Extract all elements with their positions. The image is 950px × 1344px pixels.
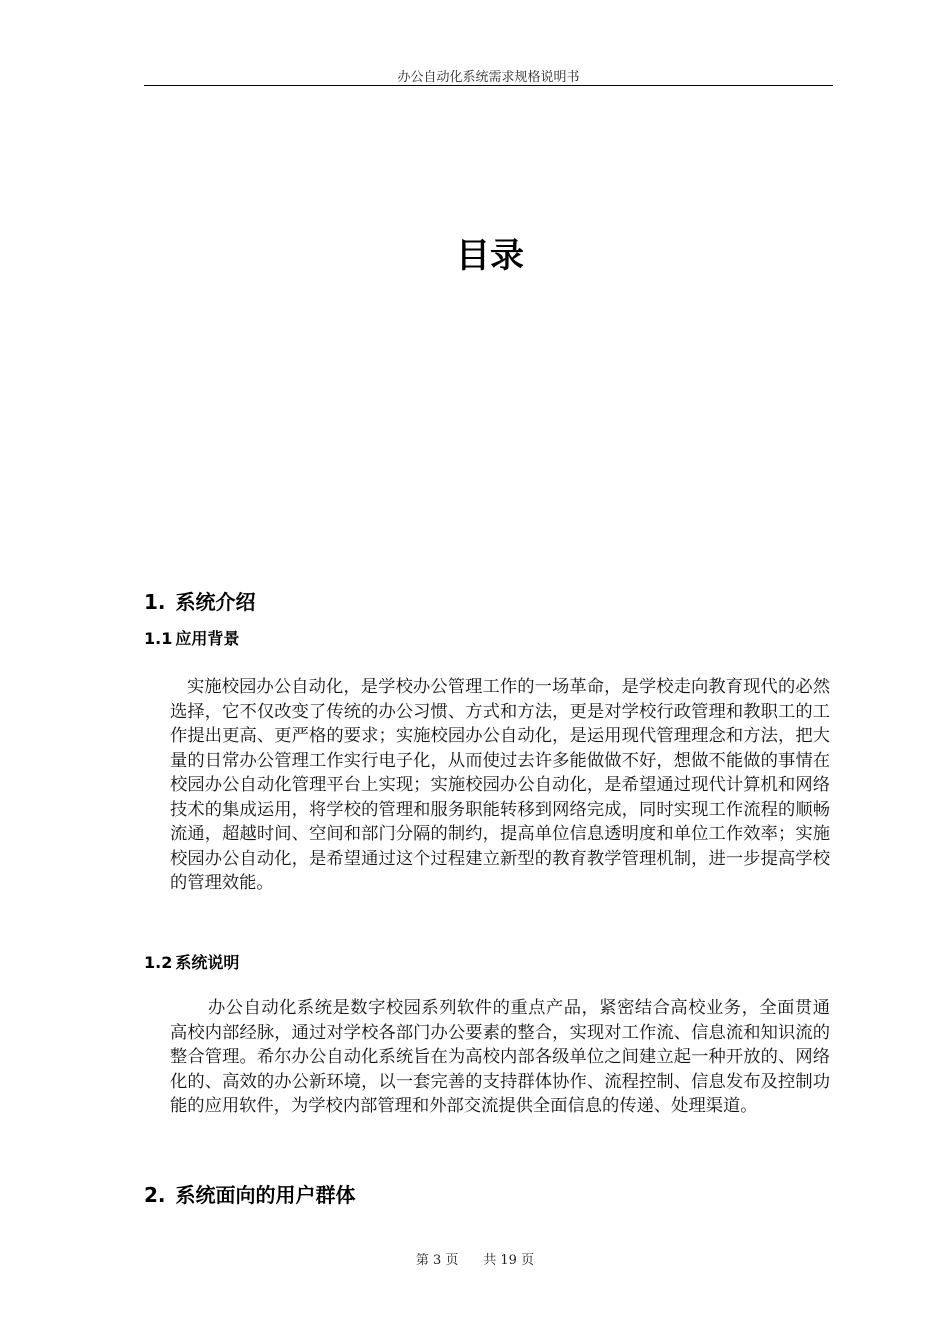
system-description-paragraph: 办公自动化系统是数字校园系列软件的重点产品，紧密结合高校业务，全面贯通高校内部经脉，通过对学校各部门办公要素的整合，实现对工作流、信息流和知识流的整合管理。希尔办公自动化系统旨在为高校内部各级单位之间建立起一种开放的、网络化的、高效的办公新环境，以一套完善的支持群体协作、流程控制、信息发布及控制功能的应用软件，为学校内部管理和外部交流提供全面信息的传递、处理渠道。 xyxy=(170,998,830,1116)
page-total: 共 19 页 xyxy=(483,1253,535,1268)
section-1-1-title: 应用背景 xyxy=(175,629,240,648)
section-2-heading xyxy=(144,1179,356,1208)
page-footer xyxy=(0,1249,950,1268)
section-1-1-number: 1.1 xyxy=(144,629,173,648)
section-1-2-title: 系统说明 xyxy=(175,953,240,972)
section-2-title: 系统面向的用户群体 xyxy=(175,1183,356,1207)
section-1-1-heading xyxy=(144,626,239,649)
section-1-2-number: 1.2 xyxy=(144,953,173,972)
section-2-number: 2. xyxy=(144,1183,166,1207)
header-divider xyxy=(144,85,833,86)
section-1-heading xyxy=(144,586,256,615)
page-number: 第 3 页 xyxy=(415,1253,459,1268)
page-header: 办公自动化系统需求规格说明书 xyxy=(397,70,580,85)
section-1-2-heading xyxy=(144,950,239,973)
section-1-title: 系统介绍 xyxy=(175,590,256,614)
section-1-number: 1. xyxy=(144,590,166,614)
toc-title: 目录 xyxy=(456,236,524,276)
background-paragraph: 实施校园办公自动化，是学校办公管理工作的一场革命，是学校走向教育现代的必然选择，它不仅改变了传统的办公习惯、方式和方法，更是对学校行政管理和教职工的工作提出更高、更严格的要求；实施校园办公自动化，是运用现代管理理念和方法，把大量的日常办公管理工作实行电子化，从而使过去许多能做做不好，想做不能做的事情在校园办公自动化管理平台上实现；实施校园办公自动化，是希望通过现代计算机和网络技术的集成运用，将学校的管理和服务职能转移到网络完成，同时实现工作流程的顺畅流通，超越时间、空间和部门分隔的制约，提高单位信息透明度和单位工作效率；实施校园办公自动化，是希望通过这个过程建立新型的教育教学管理机制，进一步提高学校的管理效能。 xyxy=(170,677,830,893)
